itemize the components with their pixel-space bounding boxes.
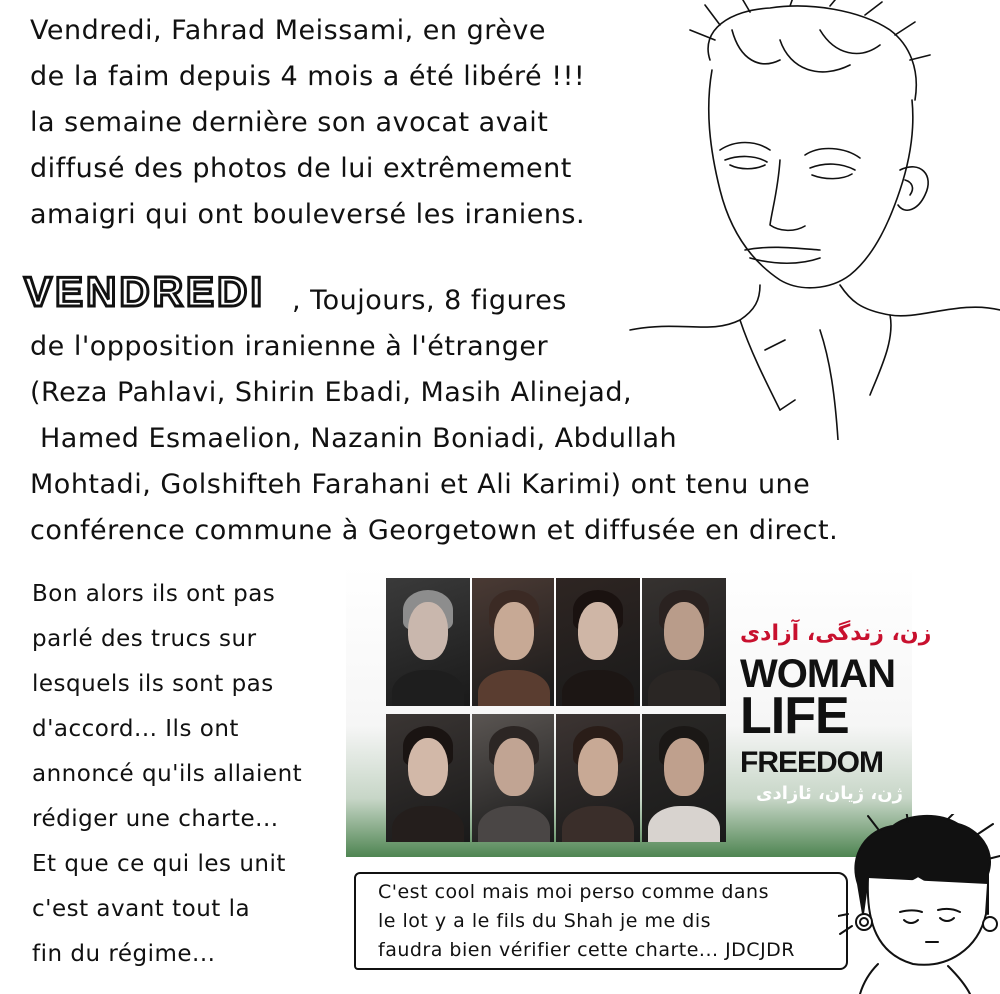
text-line: fin du régime...	[32, 941, 216, 967]
text-line: conférence commune à Georgetown et diffusée en direct.	[30, 515, 839, 546]
portrait-tile	[556, 578, 640, 706]
text-line: le lot y a le fils du Shah je me dis	[378, 910, 712, 932]
portrait-tile	[642, 714, 726, 842]
text-line: Hamed Esmaelion, Nazanin Boniadi, Abdullah	[40, 423, 678, 454]
slogan-woman: WOMAN	[740, 652, 895, 696]
paragraph-1	[30, 8, 585, 238]
text-line: (Reza Pahlavi, Shirin Ebadi, Masih Alinejad,	[30, 377, 633, 408]
text-line: lesquels ils sont pas	[32, 671, 274, 697]
portrait-tile	[472, 578, 554, 706]
slogan-kurdish: ژن، ژیان، ئازادی	[756, 783, 903, 804]
slogan-persian: زن، زندگی، آزادی	[740, 621, 932, 646]
speech-text	[378, 878, 795, 965]
text-line: parlé des trucs sur	[32, 626, 257, 652]
slogan-life: LIFE	[740, 687, 849, 745]
paragraph-3	[32, 572, 302, 977]
portrait-tile	[386, 714, 470, 842]
text-line: c'est avant tout la	[32, 896, 251, 922]
portrait-tile	[472, 714, 554, 842]
portrait-sketch	[620, 0, 1000, 440]
text-line: Et que ce qui les unit	[32, 851, 286, 877]
text-line: faudra bien vérifier cette charte... JDCJDR	[378, 939, 796, 961]
portrait-tile	[556, 714, 640, 842]
portrait-tile	[642, 578, 726, 706]
text-line: de la faim depuis 4 mois a été libéré !!!	[30, 61, 586, 92]
text-line: , Toujours, 8 figures	[292, 285, 567, 316]
text-line: la semaine dernière son avocat avait	[30, 107, 549, 138]
text-line: d'accord... Ils ont	[32, 716, 239, 742]
text-line: Bon alors ils ont pas	[32, 581, 276, 607]
author-character	[838, 814, 1000, 994]
text-line: Vendredi, Fahrad Meissami, en grève	[30, 15, 546, 46]
text-line: rédiger une charte...	[32, 806, 279, 832]
text-line: annoncé qu'ils allaient	[32, 761, 303, 787]
text-line: C'est cool mais moi perso comme dans	[378, 881, 769, 903]
text-line: amaigri qui ont bouleversé les iraniens.	[30, 199, 586, 230]
speech-bubble	[354, 872, 848, 970]
text-line: diffusé des photos de lui extrêmement	[30, 153, 572, 184]
portrait-tile	[386, 578, 470, 706]
vendredi-heading: VENDREDI	[24, 268, 266, 315]
text-line: de l'opposition iranienne à l'étranger	[30, 331, 549, 362]
slogan-freedom: FREEDOM	[740, 746, 883, 779]
text-line: Mohtadi, Golshifteh Farahani et Ali Karimi) ont tenu une	[30, 469, 811, 500]
